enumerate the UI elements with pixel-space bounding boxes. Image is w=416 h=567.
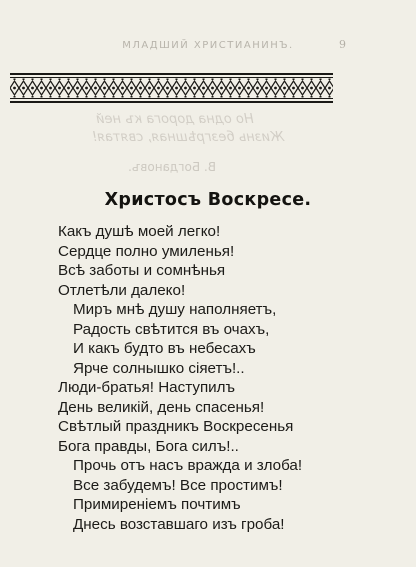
running-head: МЛАДШИЙ ХРИСТИАНИНЪ. [122, 40, 294, 51]
ghost-line-1: Но одна дорога къ ней [96, 112, 254, 127]
poem-line: Какъ душѣ моей легко! [58, 223, 221, 240]
page-number: 9 [339, 38, 346, 51]
poem-body [58, 222, 378, 534]
poem-line: Миръ мнѣ душу наполняетъ, [73, 301, 277, 318]
poem-line: Сердце полно умиленья! [58, 242, 235, 260]
ghost-line-2: Жизнь безгрѣшная, святая! [92, 130, 285, 145]
poem-line: Радость свѣтится въ очахъ, [73, 320, 270, 338]
poem-line: Примиреніемъ почтимъ [73, 496, 241, 513]
poem-line: Все забудемъ! Все простимъ! [73, 476, 283, 494]
poem-line: Свѣтлый праздникъ Воскресенья [58, 418, 294, 435]
poem-line: Отлетѣли далеко! [58, 281, 186, 299]
ornamental-band [10, 73, 333, 103]
poem-line: Всѣ заботы и сомнѣнья [58, 262, 226, 279]
poem-line: День великій, день спасенья! [58, 398, 265, 416]
poem-line: Люди-братья! Наступилъ [58, 379, 236, 396]
poem-line: Днесь возставшаго изъ гроба! [73, 515, 285, 533]
poem-line: И какъ будто въ небесахъ [73, 340, 256, 357]
ghost-signature: В. Богдановъ. [128, 160, 216, 174]
poem-line: Прочь отъ насъ вражда и злоба! [73, 457, 303, 474]
poem-line: Ярче солнышко сіяетъ!.. [73, 359, 245, 377]
poem-title: Христосъ Воскресе. [104, 190, 312, 210]
poem-line: Бога правды, Бога силъ!.. [58, 437, 239, 455]
